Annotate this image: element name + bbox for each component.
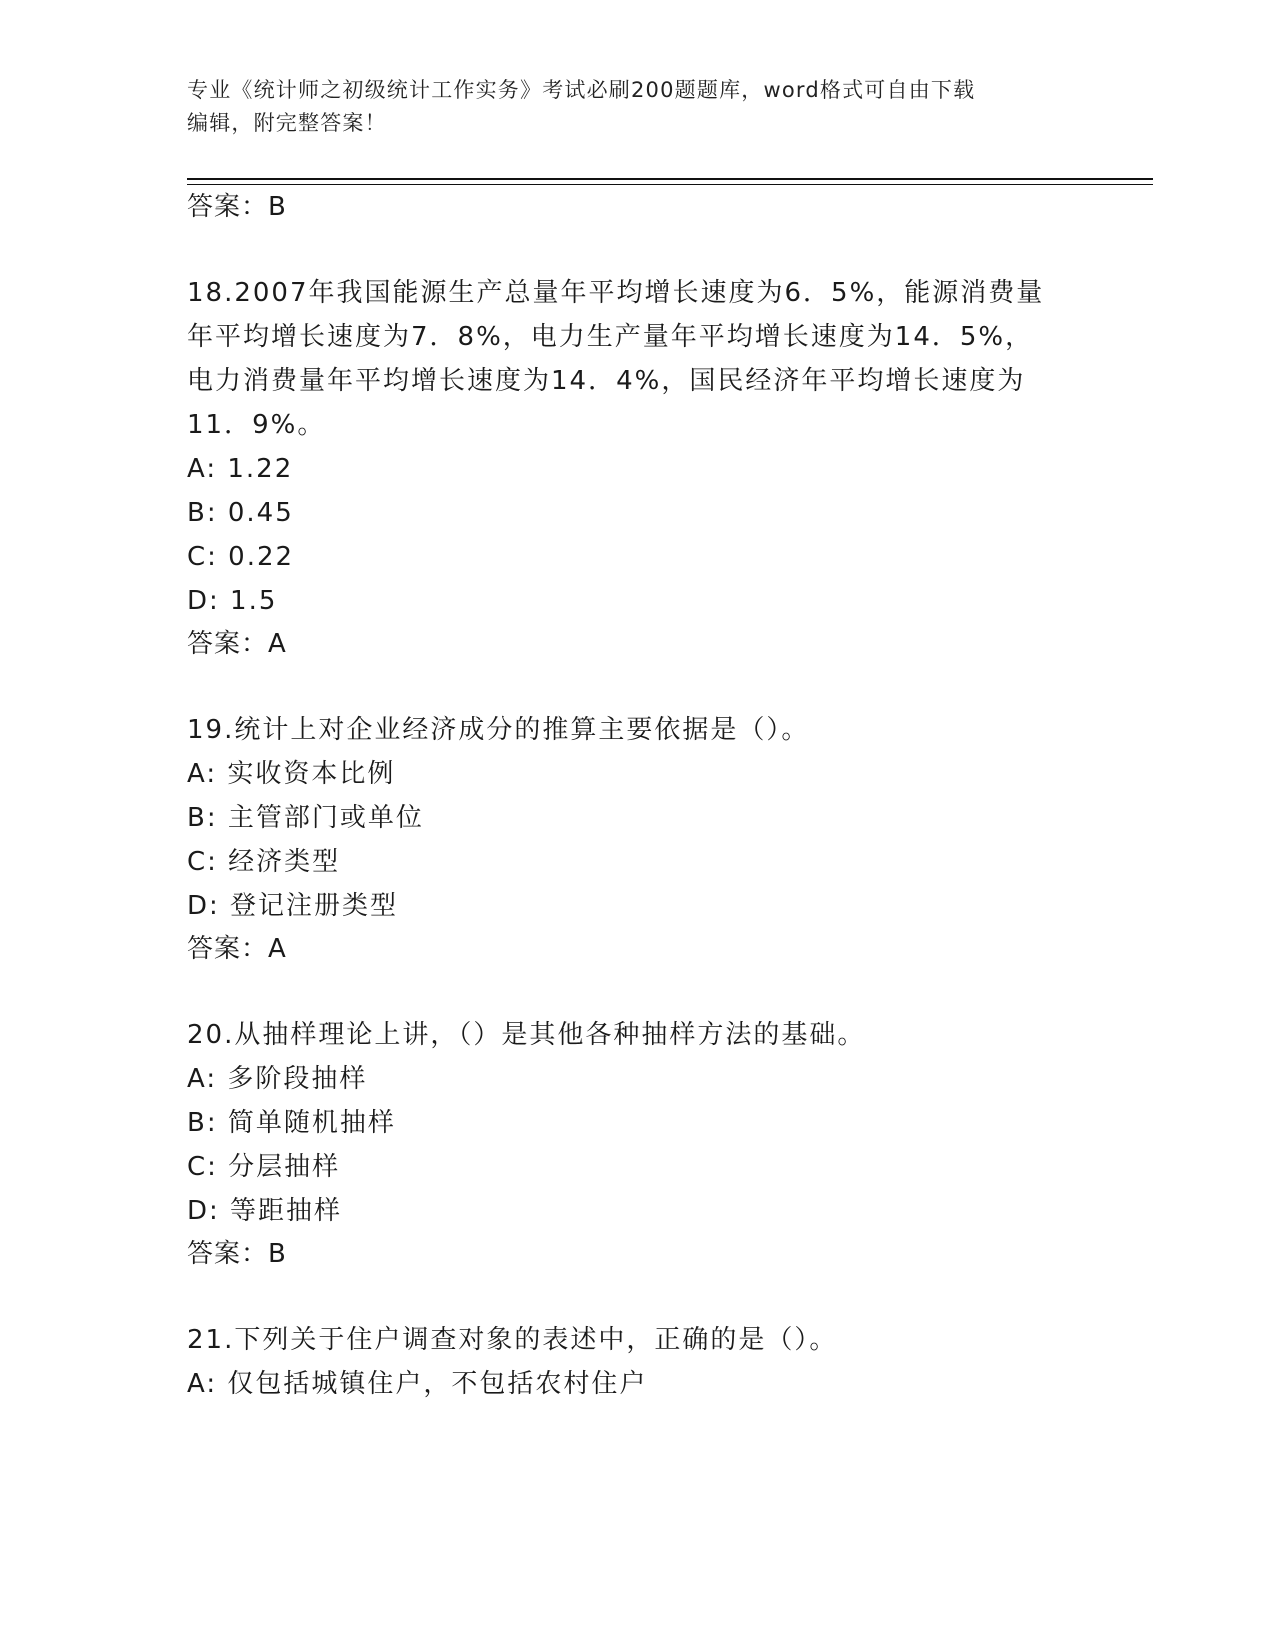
question-20-text: 20.从抽样理论上讲，（）是其他各种抽样方法的基础。 <box>187 1020 866 1050</box>
question-19-text: 19.统计上对企业经济成分的推算主要依据是（）。 <box>187 715 810 745</box>
question-18-option-b: B: 0.45 <box>187 498 294 528</box>
question-20-option-b: B: 简单随机抽样 <box>187 1108 396 1138</box>
question-19-option-c: C: 经济类型 <box>187 847 341 877</box>
question-18-answer: 答案：A <box>187 629 287 659</box>
question-19-option-b: B: 主管部门或单位 <box>187 803 424 833</box>
question-19-option-d: D: 登记注册类型 <box>187 891 399 921</box>
question-18-option-d: D: 1.5 <box>187 586 278 616</box>
question-20-answer: 答案：B <box>187 1239 287 1269</box>
question-21-text: 21.下列关于住户调查对象的表述中，正确的是（）。 <box>187 1325 838 1355</box>
header-divider-thin <box>187 184 1153 185</box>
question-18-text-line-1: 18.2007年我国能源生产总量年平均增长速度为6．5%，能源消费量 <box>187 278 1045 308</box>
question-21-option-a: A: 仅包括城镇住户，不包括农村住户 <box>187 1369 648 1399</box>
header-title-line-2: 编辑，附完整答案！ <box>187 111 387 135</box>
question-19-option-a: A: 实收资本比例 <box>187 759 396 789</box>
document-header <box>187 74 1087 140</box>
question-20-option-d: D: 等距抽样 <box>187 1196 343 1226</box>
question-18-option-c: C: 0.22 <box>187 542 295 572</box>
header-divider-thick <box>187 178 1153 180</box>
question-19-answer: 答案：A <box>187 934 287 964</box>
question-18-text-line-3: 电力消费量年平均增长速度为14．4%，国民经济年平均增长速度为 <box>187 366 1026 396</box>
question-20-option-a: A: 多阶段抽样 <box>187 1064 368 1094</box>
question-20-option-c: C: 分层抽样 <box>187 1152 341 1182</box>
header-title-line-1: 专业《统计师之初级统计工作实务》考试必刷200题题库，word格式可自由下载 <box>187 78 976 102</box>
question-18-text-line-2: 年平均增长速度为7．8%，电力生产量年平均增长速度为14．5%， <box>187 322 1034 352</box>
question-18-text-line-4: 11．9%。 <box>187 410 326 440</box>
previous-answer: 答案：B <box>187 192 287 222</box>
question-18-option-a: A: 1.22 <box>187 454 294 484</box>
